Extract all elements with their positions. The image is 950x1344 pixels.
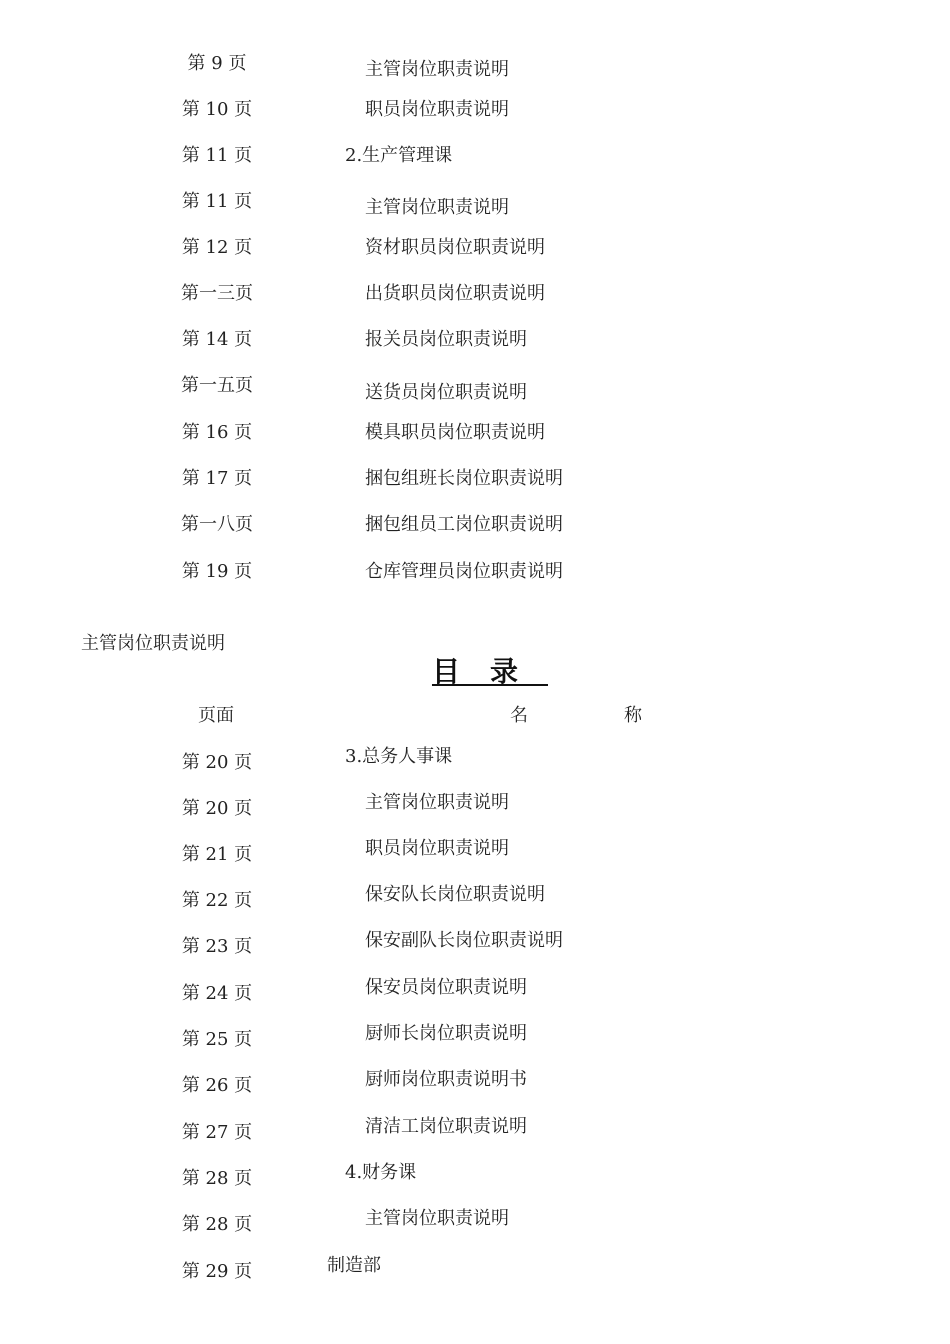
toc-page-number: 第 11 页	[181, 145, 253, 166]
toc-section-title: 4.财务课	[345, 1162, 417, 1183]
toc-entry-title: 送货员岗位职责说明	[365, 382, 527, 403]
header-page-column: 页面	[198, 705, 234, 726]
toc-entry-title: 捆包组员工岗位职责说明	[365, 514, 563, 535]
toc-entry-title: 出货职员岗位职责说明	[365, 283, 545, 304]
header-name-column-part2: 称	[624, 705, 642, 726]
toc-section-title: 2.生产管理课	[345, 145, 453, 166]
toc-page-number: 第 28 页	[181, 1168, 253, 1189]
toc-title-text: 目录	[431, 655, 548, 688]
toc-entry-title: 主管岗位职责说明	[365, 197, 509, 218]
toc-page-number: 第 12 页	[181, 237, 253, 258]
toc-page-number: 第 9 页	[187, 53, 247, 74]
toc-entry-title: 保安副队长岗位职责说明	[365, 930, 563, 951]
toc-entry-title: 清洁工岗位职责说明	[365, 1116, 527, 1137]
header-name-column-part1: 名	[510, 705, 528, 726]
toc-entry-title: 厨师岗位职责说明书	[365, 1069, 527, 1090]
toc-entry-title: 厨师长岗位职责说明	[365, 1023, 527, 1044]
toc-page-number: 第 21 页	[181, 844, 253, 865]
toc-page-number: 第 20 页	[181, 752, 253, 773]
toc-page-number: 第 27 页	[181, 1122, 253, 1143]
toc-entry-title: 主管岗位职责说明	[365, 59, 509, 80]
toc-entry-title: 捆包组班长岗位职责说明	[365, 468, 563, 489]
toc-entry-title: 主管岗位职责说明	[365, 792, 509, 813]
toc-page-number: 第 23 页	[181, 936, 253, 957]
standalone-heading: 主管岗位职责说明	[81, 633, 225, 654]
toc-page-number: 第 29 页	[181, 1261, 253, 1282]
toc-page-number: 第 17 页	[181, 468, 253, 489]
toc-entry-title: 报关员岗位职责说明	[365, 329, 527, 350]
toc-entry-title: 资材职员岗位职责说明	[365, 237, 545, 258]
toc-section-title: 3.总务人事课	[345, 746, 453, 767]
toc-page-number: 第 22 页	[181, 890, 253, 911]
toc-title	[0, 652, 950, 692]
toc-page-number: 第 28 页	[181, 1214, 253, 1235]
toc-page-number: 第一八页	[181, 514, 253, 535]
toc-page-number: 第一三页	[181, 283, 253, 304]
toc-page-number: 第一五页	[181, 375, 253, 396]
toc-entry-title: 模具职员岗位职责说明	[365, 422, 545, 443]
toc-entry-title: 仓库管理员岗位职责说明	[365, 561, 563, 582]
toc-page-number: 第 11 页	[181, 191, 253, 212]
toc-page-number: 第 24 页	[181, 983, 253, 1004]
toc-entry-title: 保安队长岗位职责说明	[365, 884, 545, 905]
toc-page-number: 第 16 页	[181, 422, 253, 443]
toc-entry-title: 保安员岗位职责说明	[365, 977, 527, 998]
toc-page-number: 第 10 页	[181, 99, 253, 120]
toc-page-number: 第 20 页	[181, 798, 253, 819]
toc-entry-title: 职员岗位职责说明	[365, 99, 509, 120]
toc-entry-title: 主管岗位职责说明	[365, 1208, 509, 1229]
toc-page-number: 第 26 页	[181, 1075, 253, 1096]
toc-entry-title: 职员岗位职责说明	[365, 838, 509, 859]
toc-page-number: 第 19 页	[181, 561, 253, 582]
toc-page-number: 第 14 页	[181, 329, 253, 350]
toc-section-title: 制造部	[327, 1255, 381, 1276]
toc-page-number: 第 25 页	[181, 1029, 253, 1050]
